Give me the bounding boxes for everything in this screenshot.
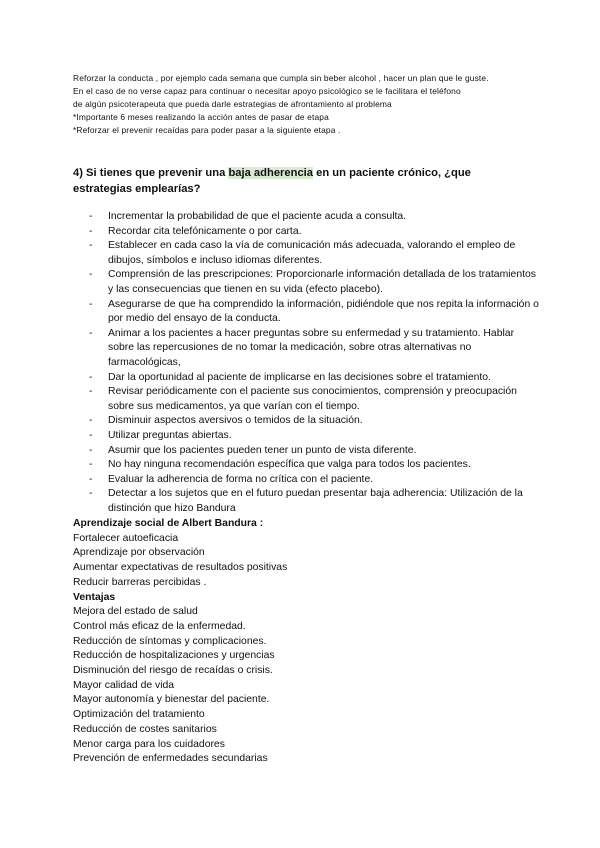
list-item: - Animar a los pacientes a hacer preguntas sobre su enfermedad y su tratamiento. Hablar sobre las repercusiones de no tomar la medicación, sobre otras alternativas no farmacológicas, — [89, 327, 515, 368]
ventajas-item: Reducción de costes sanitarios — [73, 723, 217, 735]
ventajas-item: Mayor calidad de vida — [73, 679, 175, 691]
intro-line: En el caso de no verse capaz para continuar o necesitar apoyo psicológico se le facilitara el teléfono — [73, 86, 461, 96]
bandura-item: Fortalecer autoeficacia — [73, 532, 179, 544]
ventajas-item: Mejora del estado de salud — [73, 606, 198, 618]
question-highlight: baja adherencia — [228, 167, 314, 179]
list-item: - Evaluar la adherencia de forma no crítica con el paciente. — [89, 473, 539, 488]
list-item: - Dar la oportunidad al paciente de implicarse en las decisiones sobre el tratamiento. — [89, 371, 539, 386]
dash-marker: - — [89, 269, 93, 281]
list-item: - Utilizar preguntas abiertas. — [89, 429, 539, 444]
ventajas-item: Reducción de hospitalizaciones y urgencias — [73, 650, 275, 662]
intro-line: *Reforzar el prevenir recaídas para poder pasar a la siguiente etapa . — [73, 125, 341, 135]
ventajas-item: Mayor autonomía y bienestar del paciente. — [73, 694, 270, 706]
ventajas-item: Prevención de enfermedades secundarias — [73, 753, 268, 765]
dash-marker: - — [89, 327, 93, 339]
bandura-item: Reducir barreras percibidas . — [73, 576, 207, 588]
list-item: - Recordar cita telefónicamente o por carta. — [89, 225, 539, 240]
strategy-list — [89, 210, 539, 516]
dash-marker: - — [89, 488, 93, 500]
ventajas-item: Reducción de síntomas y complicaciones. — [73, 635, 267, 647]
bandura-heading: Aprendizaje social de Albert Bandura : — [73, 518, 264, 529]
ventajas-item: Menor carga para los cuidadores — [73, 738, 225, 750]
dash-marker: - — [89, 444, 93, 456]
dash-marker: - — [89, 240, 93, 252]
list-item: - Revisar periódicamente con el paciente sus conocimientos, comprensión y preocupación sobre sus medicamentos, ya que varían con el tiempo. — [89, 386, 517, 412]
dash-marker: - — [89, 225, 93, 237]
dash-marker: - — [89, 371, 93, 383]
dash-marker: - — [89, 211, 93, 222]
intro-line: de algún psicoterapeuta que pueda darle estrategias de afrontamiento al problema — [73, 99, 392, 109]
list-item: - Disminuir aspectos aversivos o temidos de la situación. — [89, 414, 539, 429]
ventajas-item: Disminución del riesgo de recaídas o crisis. — [73, 665, 273, 677]
question-text-before: 4) Si tienes que prevenir una — [73, 167, 229, 179]
list-item: - Detectar a los sujetos que en el futuro puedan presentar baja adherencia: Utilización de la distinción que hizo Bandura — [89, 488, 523, 514]
question-heading — [73, 166, 533, 197]
dash-marker: - — [89, 473, 93, 485]
intro-line: Reforzar la conducta , por ejemplo cada semana que cumpla sin beber alcohol , hacer un plan que le guste. — [73, 73, 489, 83]
list-item: - Comprensión de las prescripciones: Proporcionarle información detallada de los tratamientos y las consecuencias que tienen en su vida (efecto placebo). — [89, 269, 536, 295]
ventajas-heading: Ventajas — [73, 591, 116, 603]
intro-block — [73, 72, 533, 137]
list-item: - Establecer en cada caso la vía de comunicación más adecuada, valorando el empleo de dibujos, símbolos e incluso idiomas diferentes. — [89, 240, 516, 266]
dash-marker: - — [89, 415, 93, 427]
list-item: - Asegurarse de que ha comprendido la información, pidiéndole que nos repita la información o por medio del ensayo de la conducta. — [89, 298, 539, 325]
ventajas-item: Control más eficaz de la enfermedad. — [73, 620, 246, 632]
bandura-item: Aumentar expectativas de resultados positivas — [73, 562, 288, 574]
list-item: - Asumir que los pacientes pueden tener un punto de vista diferente. — [89, 444, 539, 459]
list-item: - No hay ninguna recomendación específica que valga para todos los pacientes. — [89, 458, 539, 473]
ventajas-item: Optimización del tratamiento — [73, 709, 205, 721]
question-text-after: en un paciente crónico, ¿que estrategias emplearías? — [73, 167, 471, 195]
dash-marker: - — [89, 298, 93, 310]
bandura-item: Aprendizaje por observación — [73, 547, 205, 559]
intro-line: *Importante 6 meses realizando la acción antes de pasar de etapa — [73, 112, 329, 122]
list-item: - Incrementar la probabilidad de que el paciente acuda a consulta. — [89, 210, 539, 225]
dash-marker: - — [89, 459, 93, 471]
dash-marker: - — [89, 386, 93, 398]
dash-marker: - — [89, 429, 93, 441]
lower-section — [73, 517, 533, 767]
